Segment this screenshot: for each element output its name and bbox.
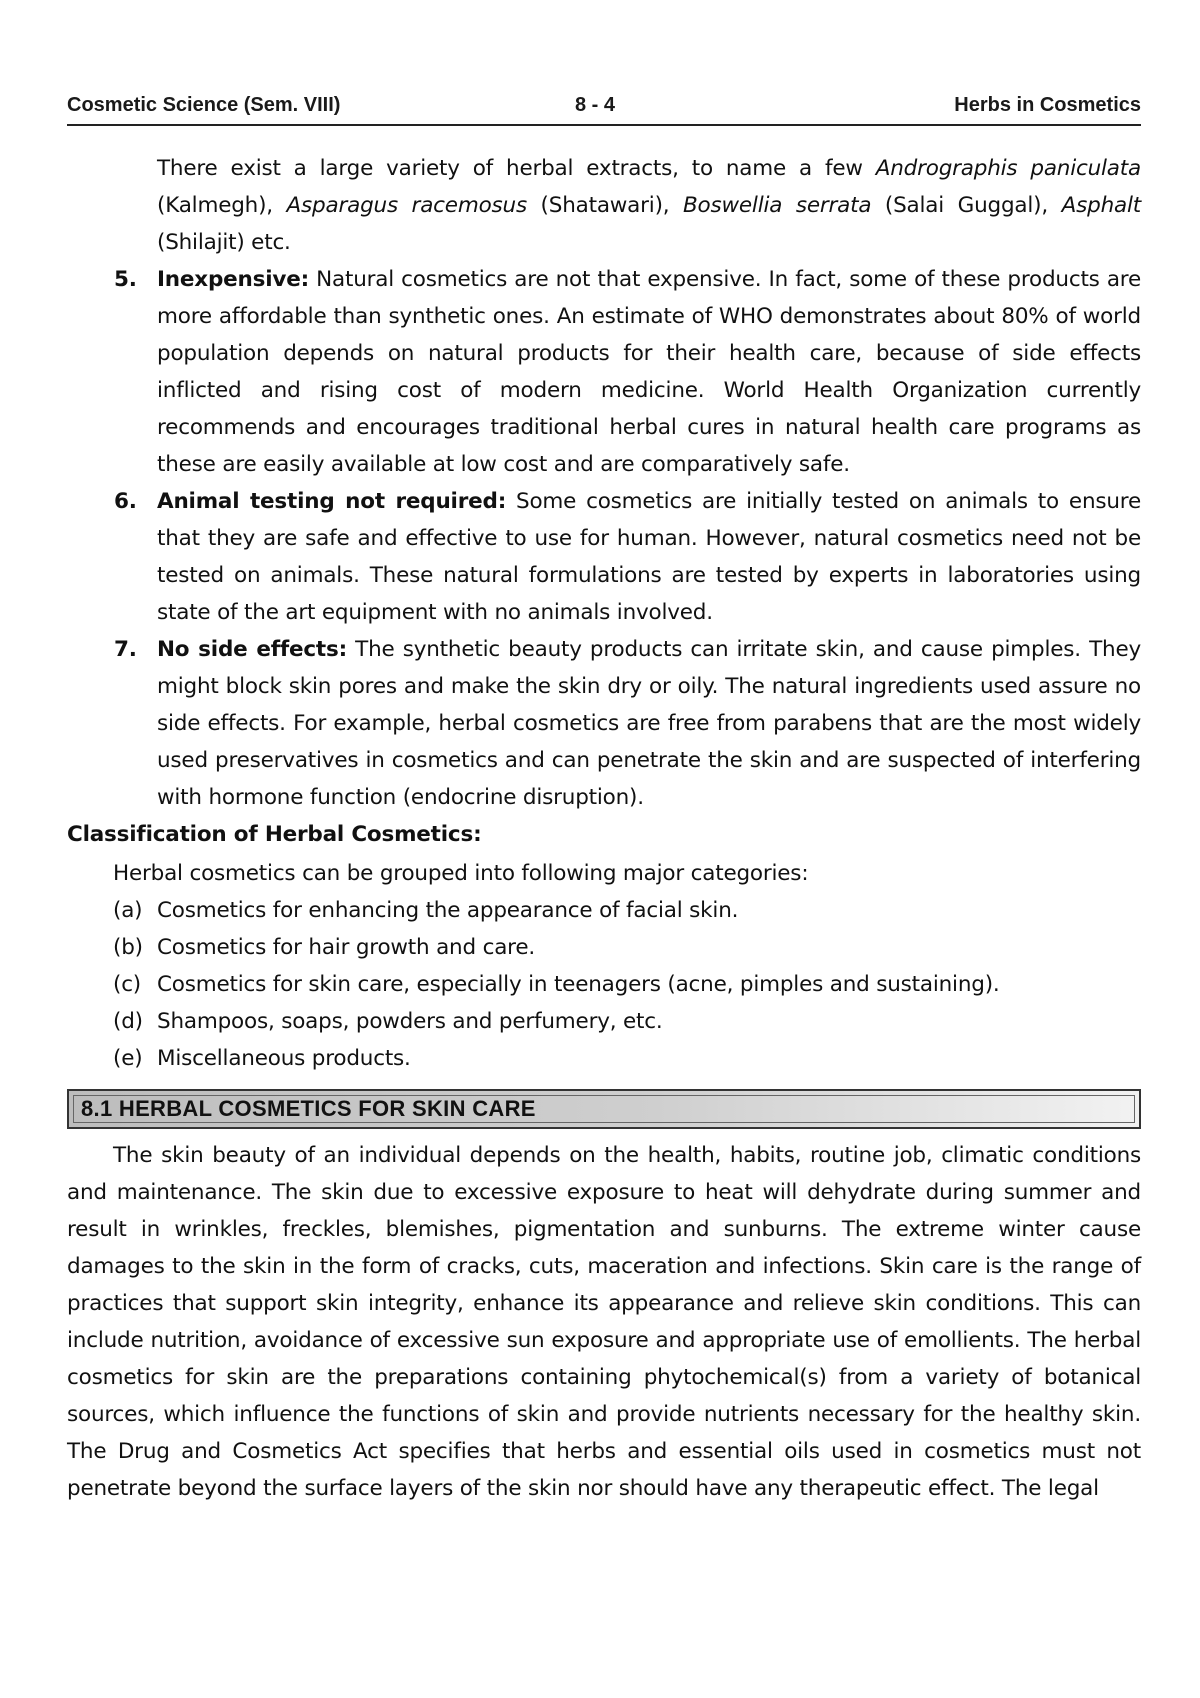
header-page-number: 8 - 4: [575, 94, 616, 116]
item-title: Inexpensive:: [157, 267, 309, 292]
category-label: (b): [113, 935, 143, 960]
category-item: [67, 929, 1141, 966]
species-name: Asparagus racemosus: [286, 193, 527, 218]
running-header: [67, 92, 1141, 126]
intro-text: (Salai Guggal),: [871, 193, 1062, 218]
item-title: No side effects:: [157, 637, 348, 662]
intro-paragraph: [67, 150, 1141, 261]
intro-text: (Kalmegh),: [157, 193, 287, 218]
item-number: 7.: [114, 637, 137, 662]
category-item: [67, 1040, 1141, 1077]
species-name: Asphalt: [1061, 193, 1141, 218]
header-chapter-title: Herbs in Cosmetics: [954, 94, 1141, 116]
category-text: Shampoos, soaps, powders and perfumery, etc.: [157, 1009, 663, 1034]
section-paragraph: The skin beauty of an individual depends on the health, habits, routine job, climatic conditions and maintenance. The skin due to excessive exposure to heat will dehydrate during summer and result in wrinkles, freckles, blemishes, pigmentation and sunburns. The extreme winter cause damages to the skin in the form of cracks, cuts, maceration and infections. Skin care is the range of practices that support skin integrity, enhance its appearance and relieve skin conditions. This can include nutrition, avoidance of excessive sun exposure and appropriate use of emollients. The herbal cosmetics for skin are the preparations containing phytochemical(s) from a variety of botanical sources, which influence the functions of skin and provide nutrients necessary for the healthy skin. The Drug and Cosmetics Act specifies that herbs and essential oils used in cosmetics must not penetrate beyond the surface layers of the skin nor should have any therapeutic effect. The legal: [67, 1143, 1141, 1501]
category-item: [67, 1003, 1141, 1040]
category-text: Cosmetics for enhancing the appearance of facial skin.: [157, 898, 739, 923]
classification-intro: Herbal cosmetics can be grouped into following major categories:: [113, 861, 809, 886]
category-item: [67, 966, 1141, 1003]
list-item-inexpensive: [67, 261, 1141, 483]
category-label: (c): [113, 972, 141, 997]
classification-heading: Classification of Herbal Cosmetics:: [67, 822, 482, 847]
item-title: Animal testing not required:: [157, 489, 507, 514]
intro-text: (Shatawari),: [526, 193, 683, 218]
section-heading-bar: [67, 1089, 1141, 1129]
category-label: (d): [113, 1009, 143, 1034]
item-number: 6.: [114, 489, 137, 514]
category-label: (e): [113, 1046, 143, 1071]
category-label: (a): [113, 898, 143, 923]
category-text: Cosmetics for skin care, especially in teenagers (acne, pimples and sustaining).: [157, 972, 1000, 997]
intro-text: (Shilajit) etc.: [157, 230, 291, 255]
header-book-title: Cosmetic Science (Sem. VIII): [67, 94, 341, 116]
category-text: Cosmetics for hair growth and care.: [157, 935, 535, 960]
item-number: 5.: [114, 267, 137, 292]
section-heading-title: 8.1 HERBAL COSMETICS FOR SKIN CARE: [81, 1096, 536, 1121]
species-name: Boswellia serrata: [683, 193, 872, 218]
page-body: [67, 150, 1141, 1507]
species-name: Andrographis paniculata: [875, 156, 1141, 181]
category-item: [67, 892, 1141, 929]
item-text: The synthetic beauty products can irritate skin, and cause pimples. They might block skin pores and make the skin dry or oily. The natural ingredients used assure no side effects. For example, herbal cosmetics are free from parabens that are the most widely used preservatives in cosmetics and can penetrate the skin and are suspected of interfering with hormone function (endocrine disruption).: [157, 637, 1141, 810]
list-item-animal-testing: [67, 483, 1141, 631]
item-text: Natural cosmetics are not that expensive. In fact, some of these products are more affordable than synthetic ones. An estimate of WHO demonstrates about 80% of world population depends on natural products for their health care, because of side effects inflicted and rising cost of modern medicine. World Health Organization currently recommends and encourages traditional herbal cures in natural health care programs as these are easily available at low cost and are comparatively safe.: [157, 267, 1141, 477]
item-text: Some cosmetics are initially tested on animals to ensure that they are safe and effective to use for human. However, natural cosmetics need not be tested on animals. These natural formulations are tested by experts in laboratories using state of the art equipment with no animals involved.: [157, 489, 1141, 625]
list-item-no-side-effects: [67, 631, 1141, 816]
intro-text: There exist a large variety of herbal extracts, to name a few: [157, 156, 876, 181]
category-text: Miscellaneous products.: [157, 1046, 411, 1071]
